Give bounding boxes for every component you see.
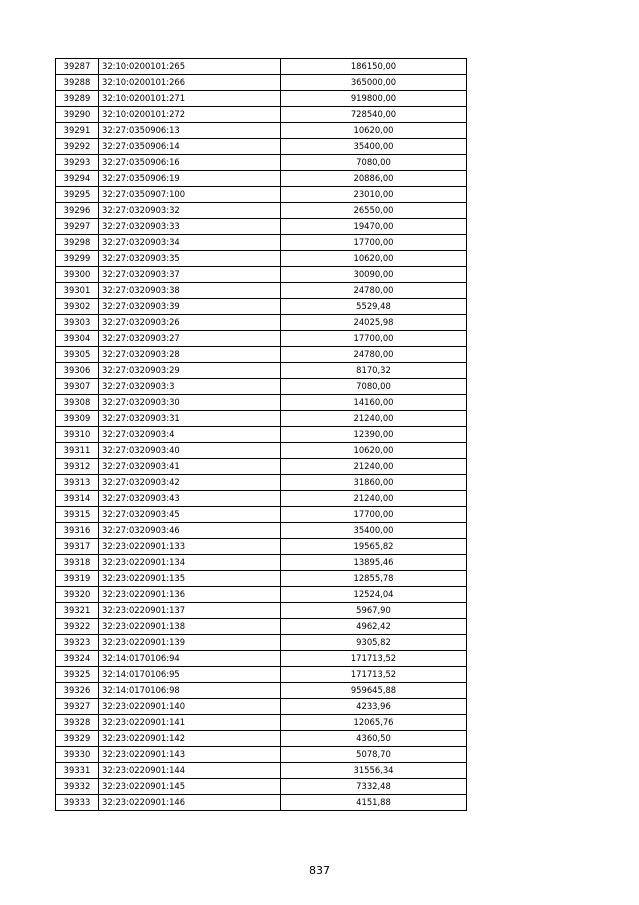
row-number-cell: 39307	[56, 379, 99, 395]
row-number-cell: 39296	[56, 203, 99, 219]
value-cell: 13895,46	[281, 555, 467, 571]
cadastral-number-cell: 32:27:0320903:34	[99, 235, 281, 251]
table-row	[56, 667, 467, 683]
table-row	[56, 491, 467, 507]
row-number-cell: 39290	[56, 107, 99, 123]
row-number-cell: 39314	[56, 491, 99, 507]
row-number-cell: 39288	[56, 75, 99, 91]
table-row	[56, 139, 467, 155]
value-cell: 171713,52	[281, 651, 467, 667]
row-number-cell: 39289	[56, 91, 99, 107]
cadastral-number-cell: 32:27:0320903:40	[99, 443, 281, 459]
row-number-cell: 39311	[56, 443, 99, 459]
value-cell: 21240,00	[281, 491, 467, 507]
table-row	[56, 155, 467, 171]
cadastral-number-cell: 32:27:0350906:19	[99, 171, 281, 187]
row-number-cell: 39306	[56, 363, 99, 379]
value-cell: 919800,00	[281, 91, 467, 107]
cadastral-number-cell: 32:27:0320903:46	[99, 523, 281, 539]
cadastral-table-body	[56, 59, 467, 811]
value-cell: 19470,00	[281, 219, 467, 235]
table-row	[56, 171, 467, 187]
row-number-cell: 39293	[56, 155, 99, 171]
row-number-cell: 39319	[56, 571, 99, 587]
table-row	[56, 523, 467, 539]
value-cell: 4151,88	[281, 795, 467, 811]
table-row	[56, 91, 467, 107]
row-number-cell: 39304	[56, 331, 99, 347]
value-cell: 23010,00	[281, 187, 467, 203]
row-number-cell: 39323	[56, 635, 99, 651]
value-cell: 31860,00	[281, 475, 467, 491]
value-cell: 4962,42	[281, 619, 467, 635]
value-cell: 186150,00	[281, 59, 467, 75]
value-cell: 12065,76	[281, 715, 467, 731]
table-row	[56, 731, 467, 747]
table-row	[56, 683, 467, 699]
value-cell: 5078,70	[281, 747, 467, 763]
table-row	[56, 619, 467, 635]
row-number-cell: 39309	[56, 411, 99, 427]
value-cell: 5967,90	[281, 603, 467, 619]
value-cell: 35400,00	[281, 139, 467, 155]
table-row	[56, 779, 467, 795]
cadastral-number-cell: 32:23:0220901:139	[99, 635, 281, 651]
table-row	[56, 539, 467, 555]
value-cell: 26550,00	[281, 203, 467, 219]
cadastral-number-cell: 32:23:0220901:136	[99, 587, 281, 603]
cadastral-number-cell: 32:27:0350907:100	[99, 187, 281, 203]
cadastral-number-cell: 32:10:0200101:271	[99, 91, 281, 107]
table-row	[56, 363, 467, 379]
value-cell: 959645,88	[281, 683, 467, 699]
table-row	[56, 411, 467, 427]
row-number-cell: 39294	[56, 171, 99, 187]
row-number-cell: 39292	[56, 139, 99, 155]
row-number-cell: 39320	[56, 587, 99, 603]
table-row	[56, 603, 467, 619]
cadastral-number-cell: 32:23:0220901:140	[99, 699, 281, 715]
value-cell: 17700,00	[281, 507, 467, 523]
table-row	[56, 267, 467, 283]
table-row	[56, 59, 467, 75]
table-row	[56, 571, 467, 587]
value-cell: 24780,00	[281, 347, 467, 363]
table-row	[56, 747, 467, 763]
cadastral-number-cell: 32:23:0220901:137	[99, 603, 281, 619]
table-row	[56, 475, 467, 491]
cadastral-number-cell: 32:23:0220901:138	[99, 619, 281, 635]
cadastral-number-cell: 32:23:0220901:146	[99, 795, 281, 811]
value-cell: 24025,98	[281, 315, 467, 331]
cadastral-number-cell: 32:27:0320903:43	[99, 491, 281, 507]
value-cell: 31556,34	[281, 763, 467, 779]
row-number-cell: 39291	[56, 123, 99, 139]
table-row	[56, 283, 467, 299]
row-number-cell: 39295	[56, 187, 99, 203]
value-cell: 4360,50	[281, 731, 467, 747]
row-number-cell: 39333	[56, 795, 99, 811]
cadastral-number-cell: 32:23:0220901:141	[99, 715, 281, 731]
value-cell: 9305,82	[281, 635, 467, 651]
row-number-cell: 39326	[56, 683, 99, 699]
row-number-cell: 39302	[56, 299, 99, 315]
value-cell: 17700,00	[281, 235, 467, 251]
cadastral-number-cell: 32:10:0200101:266	[99, 75, 281, 91]
value-cell: 728540,00	[281, 107, 467, 123]
row-number-cell: 39312	[56, 459, 99, 475]
row-number-cell: 39327	[56, 699, 99, 715]
cadastral-number-cell: 32:23:0220901:142	[99, 731, 281, 747]
cadastral-number-cell: 32:14:0170106:94	[99, 651, 281, 667]
cadastral-number-cell: 32:27:0320903:42	[99, 475, 281, 491]
table-row	[56, 395, 467, 411]
cadastral-number-cell: 32:27:0350906:14	[99, 139, 281, 155]
row-number-cell: 39325	[56, 667, 99, 683]
row-number-cell: 39308	[56, 395, 99, 411]
cadastral-number-cell: 32:27:0320903:29	[99, 363, 281, 379]
table-row	[56, 763, 467, 779]
row-number-cell: 39324	[56, 651, 99, 667]
table-row	[56, 379, 467, 395]
table-row	[56, 635, 467, 651]
cadastral-number-cell: 32:27:0350906:16	[99, 155, 281, 171]
cadastral-number-cell: 32:27:0320903:45	[99, 507, 281, 523]
value-cell: 17700,00	[281, 331, 467, 347]
table-row	[56, 427, 467, 443]
cadastral-table	[55, 58, 467, 811]
table-row	[56, 203, 467, 219]
table-row	[56, 123, 467, 139]
row-number-cell: 39318	[56, 555, 99, 571]
row-number-cell: 39303	[56, 315, 99, 331]
cadastral-number-cell: 32:27:0320903:27	[99, 331, 281, 347]
value-cell: 8170,32	[281, 363, 467, 379]
value-cell: 14160,00	[281, 395, 467, 411]
cadastral-number-cell: 32:10:0200101:272	[99, 107, 281, 123]
table-row	[56, 443, 467, 459]
table-row	[56, 507, 467, 523]
cadastral-number-cell: 32:27:0320903:31	[99, 411, 281, 427]
table-row	[56, 651, 467, 667]
table-row	[56, 459, 467, 475]
value-cell: 12855,78	[281, 571, 467, 587]
value-cell: 365000,00	[281, 75, 467, 91]
cadastral-number-cell: 32:27:0320903:3	[99, 379, 281, 395]
value-cell: 21240,00	[281, 459, 467, 475]
cadastral-number-cell: 32:27:0350906:13	[99, 123, 281, 139]
table-row	[56, 699, 467, 715]
cadastral-number-cell: 32:23:0220901:134	[99, 555, 281, 571]
row-number-cell: 39316	[56, 523, 99, 539]
cadastral-number-cell: 32:27:0320903:39	[99, 299, 281, 315]
table-row	[56, 715, 467, 731]
row-number-cell: 39299	[56, 251, 99, 267]
cadastral-number-cell: 32:23:0220901:144	[99, 763, 281, 779]
table-row	[56, 555, 467, 571]
table-row	[56, 235, 467, 251]
table-row	[56, 251, 467, 267]
row-number-cell: 39321	[56, 603, 99, 619]
cadastral-number-cell: 32:23:0220901:133	[99, 539, 281, 555]
value-cell: 35400,00	[281, 523, 467, 539]
row-number-cell: 39313	[56, 475, 99, 491]
cadastral-number-cell: 32:14:0170106:98	[99, 683, 281, 699]
cadastral-number-cell: 32:27:0320903:28	[99, 347, 281, 363]
row-number-cell: 39329	[56, 731, 99, 747]
row-number-cell: 39331	[56, 763, 99, 779]
value-cell: 7332,48	[281, 779, 467, 795]
row-number-cell: 39300	[56, 267, 99, 283]
table-row	[56, 315, 467, 331]
row-number-cell: 39305	[56, 347, 99, 363]
table-row	[56, 795, 467, 811]
row-number-cell: 39297	[56, 219, 99, 235]
row-number-cell: 39301	[56, 283, 99, 299]
table-row	[56, 187, 467, 203]
row-number-cell: 39330	[56, 747, 99, 763]
cadastral-number-cell: 32:27:0320903:30	[99, 395, 281, 411]
cadastral-number-cell: 32:10:0200101:265	[99, 59, 281, 75]
page-number: 837	[309, 864, 330, 877]
value-cell: 7080,00	[281, 379, 467, 395]
cadastral-number-cell: 32:27:0320903:38	[99, 283, 281, 299]
row-number-cell: 39298	[56, 235, 99, 251]
value-cell: 30090,00	[281, 267, 467, 283]
value-cell: 4233,96	[281, 699, 467, 715]
value-cell: 12390,00	[281, 427, 467, 443]
cadastral-number-cell: 32:27:0320903:32	[99, 203, 281, 219]
value-cell: 5529,48	[281, 299, 467, 315]
cadastral-number-cell: 32:23:0220901:143	[99, 747, 281, 763]
table-row	[56, 587, 467, 603]
row-number-cell: 39332	[56, 779, 99, 795]
value-cell: 19565,82	[281, 539, 467, 555]
row-number-cell: 39328	[56, 715, 99, 731]
cadastral-number-cell: 32:27:0320903:33	[99, 219, 281, 235]
value-cell: 10620,00	[281, 123, 467, 139]
row-number-cell: 39287	[56, 59, 99, 75]
table-row	[56, 331, 467, 347]
table-row	[56, 299, 467, 315]
value-cell: 12524,04	[281, 587, 467, 603]
cadastral-number-cell: 32:27:0320903:37	[99, 267, 281, 283]
value-cell: 10620,00	[281, 443, 467, 459]
value-cell: 21240,00	[281, 411, 467, 427]
cadastral-number-cell: 32:23:0220901:145	[99, 779, 281, 795]
table-row	[56, 219, 467, 235]
cadastral-number-cell: 32:14:0170106:95	[99, 667, 281, 683]
cadastral-number-cell: 32:27:0320903:4	[99, 427, 281, 443]
cadastral-number-cell: 32:27:0320903:41	[99, 459, 281, 475]
row-number-cell: 39315	[56, 507, 99, 523]
table-row	[56, 75, 467, 91]
row-number-cell: 39322	[56, 619, 99, 635]
value-cell: 171713,52	[281, 667, 467, 683]
table-row	[56, 347, 467, 363]
row-number-cell: 39317	[56, 539, 99, 555]
value-cell: 10620,00	[281, 251, 467, 267]
value-cell: 20886,00	[281, 171, 467, 187]
value-cell: 24780,00	[281, 283, 467, 299]
cadastral-number-cell: 32:27:0320903:26	[99, 315, 281, 331]
row-number-cell: 39310	[56, 427, 99, 443]
table-row	[56, 107, 467, 123]
cadastral-number-cell: 32:23:0220901:135	[99, 571, 281, 587]
value-cell: 7080,00	[281, 155, 467, 171]
cadastral-number-cell: 32:27:0320903:35	[99, 251, 281, 267]
